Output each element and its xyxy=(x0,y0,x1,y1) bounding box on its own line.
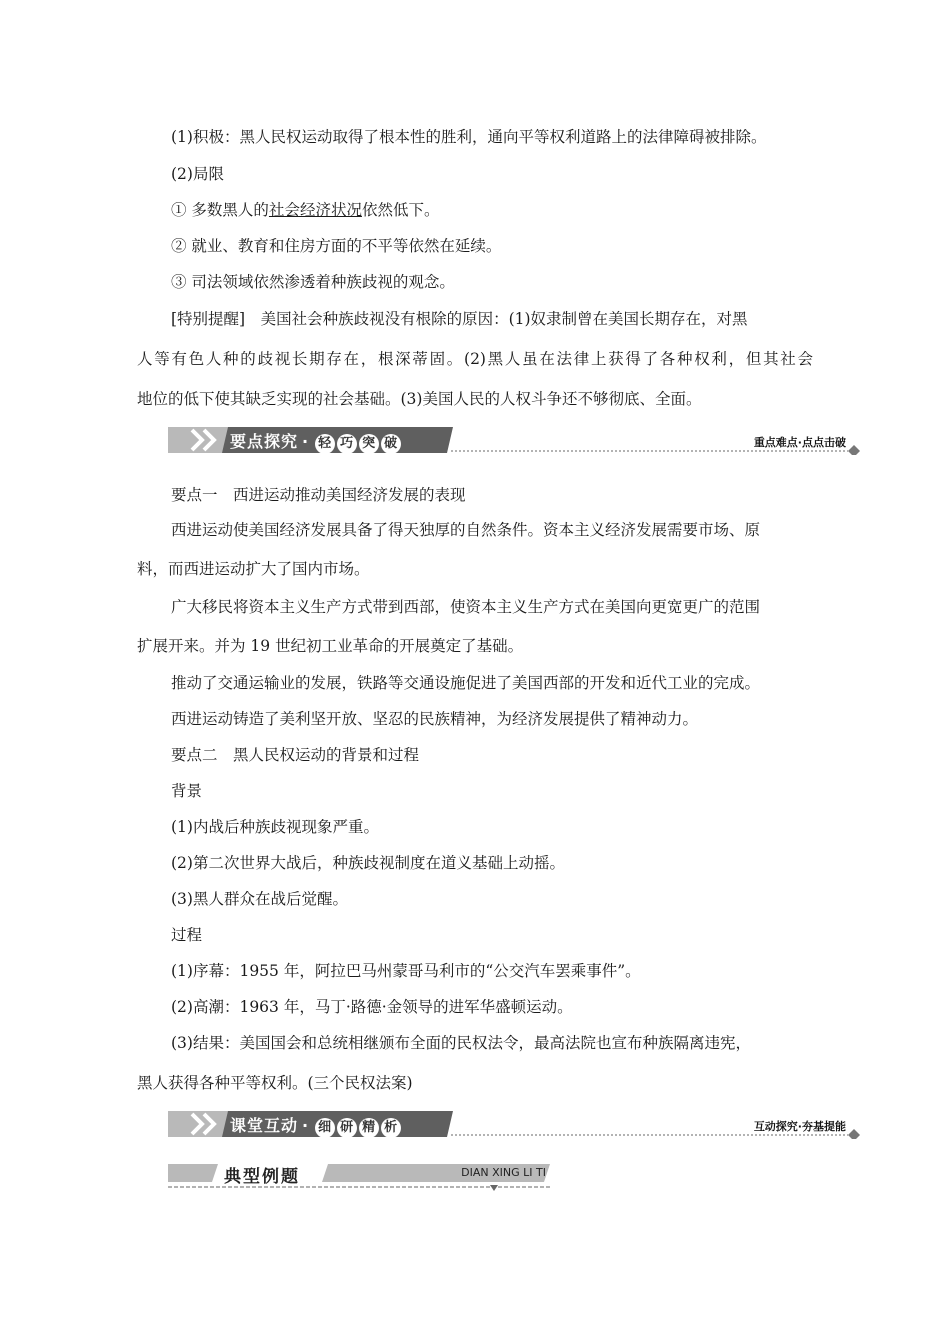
banner-title-text: 课堂互动 xyxy=(230,1116,299,1135)
process-label: 过程 xyxy=(171,926,203,944)
section-banner-key-points xyxy=(168,425,860,455)
limit-item-1-post: 依然低下。 xyxy=(361,201,440,219)
banner-pill: 精 xyxy=(359,1118,379,1138)
diamond-icon xyxy=(848,445,860,455)
result-limit-heading: (2)局限 xyxy=(171,165,224,183)
underlined-term: 社会经济状况 xyxy=(268,201,362,219)
background-item-2: (2)第二次世界大战后，种族歧视制度在道义基础上动摇。 xyxy=(171,854,565,872)
banner-title xyxy=(230,1113,401,1138)
banner-pill: 研 xyxy=(337,1118,357,1138)
subheading-pinyin: DIAN XING LI TI xyxy=(461,1166,546,1179)
subheading-title: 典型例题 xyxy=(224,1167,300,1187)
banner-dot: · xyxy=(302,432,310,451)
background-label: 背景 xyxy=(171,782,203,800)
banner-title xyxy=(230,429,401,454)
limit-item-1 xyxy=(171,200,439,220)
point-2-heading: 要点二 黑人民权运动的背景和过程 xyxy=(171,746,420,764)
banner-pill: 巧 xyxy=(337,434,357,454)
special-note-line-1: [特别提醒] 美国社会种族歧视没有根除的原因：(1)奴隶制曾在美国长期存在，对黑 xyxy=(171,310,748,328)
process-item-3a: (3)结果：美国国会和总统相继颁布全面的民权法令，最高法院也宣布种族隔离违宪， xyxy=(171,1034,751,1052)
point-1-heading: 要点一 西进运动推动美国经济发展的表现 xyxy=(171,486,466,504)
point-1-paragraph-1a: 西进运动使美国经济发展具备了得天独厚的自然条件。资本主义经济发展需要市场、原 xyxy=(171,521,761,539)
limit-item-1-pre: ① 多数黑人的 xyxy=(171,201,269,219)
banner-title-text: 要点探究 xyxy=(230,432,299,451)
banner-pill: 破 xyxy=(381,434,401,454)
typical-example-heading xyxy=(168,1160,552,1192)
background-item-3: (3)黑人群众在战后觉醒。 xyxy=(171,890,348,908)
diamond-icon xyxy=(848,1129,860,1139)
point-1-paragraph-3: 推动了交通运输业的发展，铁路等交通设施促进了美国西部的开发和近代工业的完成。 xyxy=(171,674,761,692)
banner-dot: · xyxy=(302,1116,310,1135)
limit-item-2: ② 就业、教育和住房方面的不平等依然在延续。 xyxy=(171,237,502,255)
banner-pill: 析 xyxy=(381,1118,401,1138)
process-item-1: (1)序幕：1955 年，阿拉巴马州蒙哥马利市的“公交汽车罢乘事件”。 xyxy=(171,962,641,980)
banner-pill: 突 xyxy=(359,434,379,454)
limit-item-3: ③ 司法领域依然渗透着种族歧视的观念。 xyxy=(171,273,455,291)
special-note-line-2: 人等有色人种的歧视长期存在，根深蒂固。(2)黑人虽在法律上获得了各种权利，但其社会 xyxy=(137,350,813,368)
point-1-paragraph-2b: 扩展开来。并为 19 世纪初工业革命的开展奠定了基础。 xyxy=(137,637,524,655)
point-1-paragraph-1b: 料，而西进运动扩大了国内市场。 xyxy=(137,560,370,578)
process-item-2: (2)高潮：1963 年，马丁·路德·金领导的进军华盛顿运动。 xyxy=(171,998,573,1016)
section-banner-classroom xyxy=(168,1109,860,1139)
banner-pill: 细 xyxy=(315,1118,335,1138)
point-1-paragraph-4: 西进运动铸造了美利坚开放、坚忍的民族精神，为经济发展提供了精神动力。 xyxy=(171,710,699,728)
chevron-down-icon xyxy=(490,1185,498,1191)
banner-pill: 轻 xyxy=(315,434,335,454)
background-item-1: (1)内战后种族歧视现象严重。 xyxy=(171,818,379,836)
banner-right-caption: 重点难点·点点击破 xyxy=(753,436,846,449)
process-item-3b: 黑人获得各种平等权利。(三个民权法案) xyxy=(137,1074,413,1092)
special-note-line-3: 地位的低下使其缺乏实现的社会基础。(3)美国人民的人权斗争还不够彻底、全面。 xyxy=(137,390,702,408)
result-positive: (1)积极：黑人民权运动取得了根本性的胜利，通向平等权利道路上的法律障碍被排除。 xyxy=(171,128,767,146)
banner-right-caption: 互动探究·夯基提能 xyxy=(753,1120,846,1133)
point-1-paragraph-2a: 广大移民将资本主义生产方式带到西部，使资本主义生产方式在美国向更宽更广的范围 xyxy=(171,598,761,616)
